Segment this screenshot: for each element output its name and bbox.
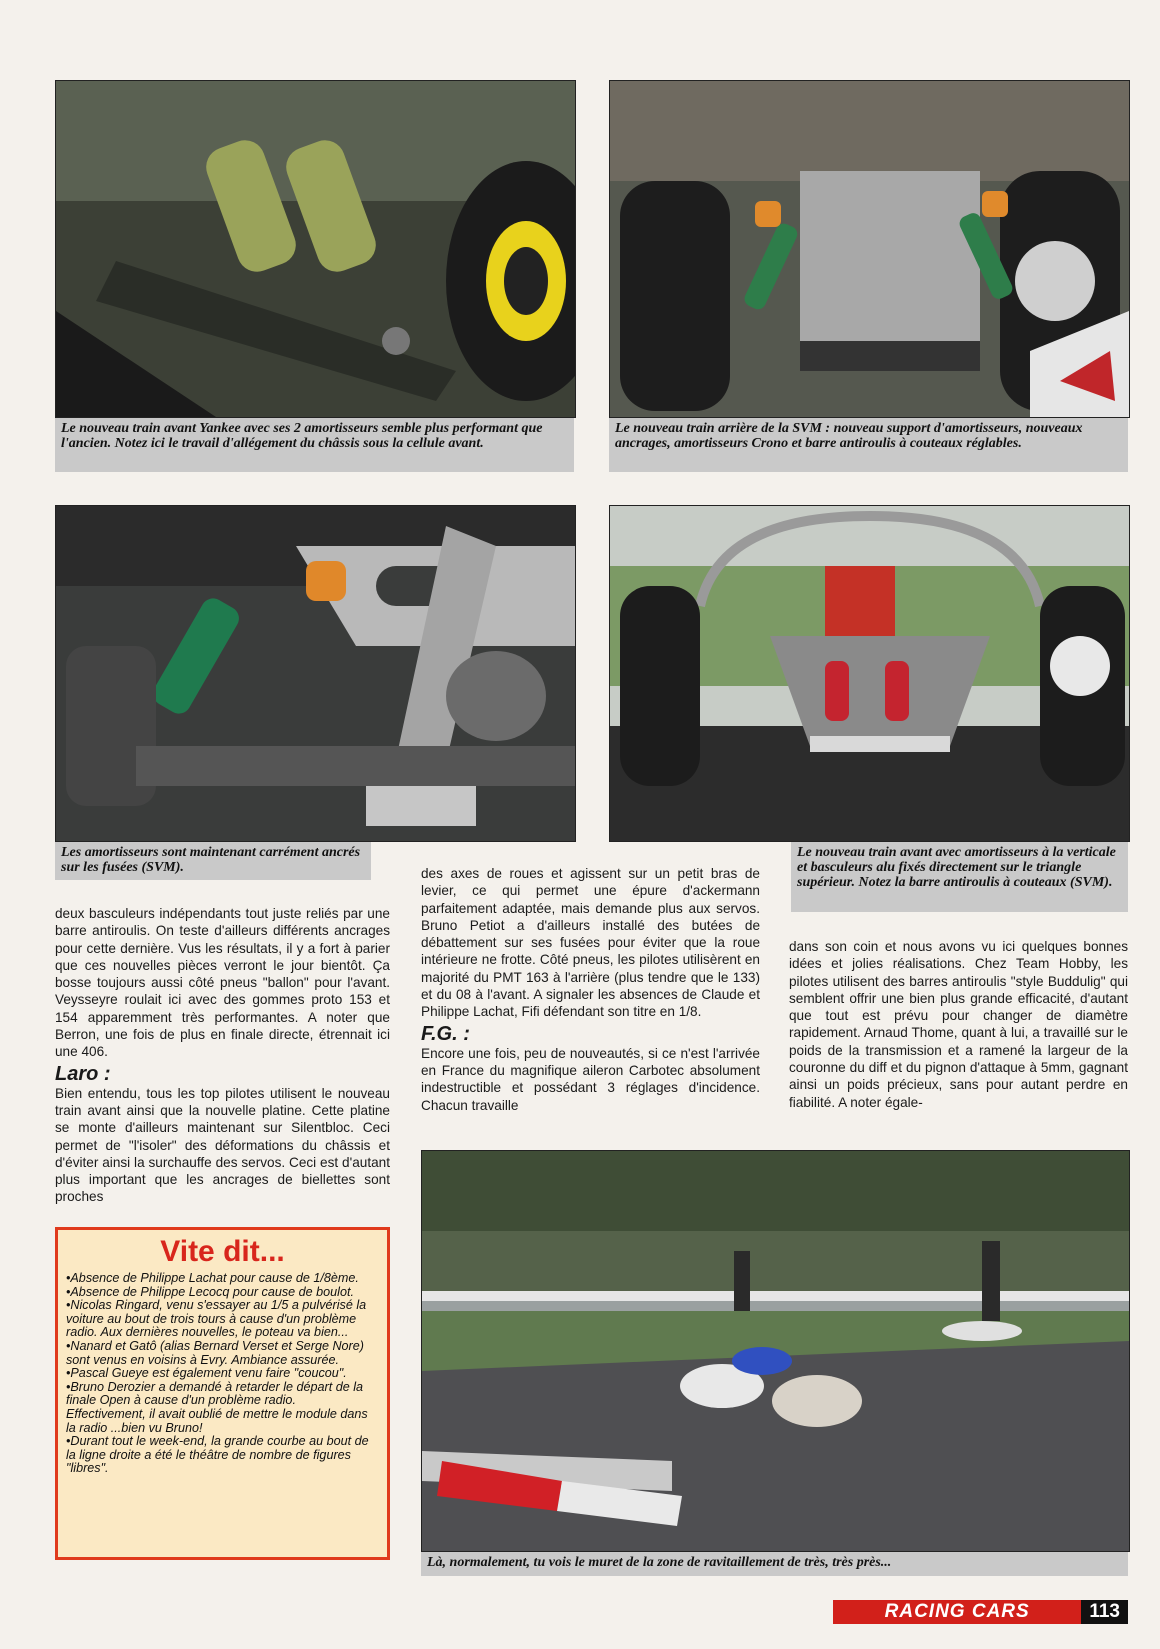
photo-vertical-shocks-front [609,505,1130,842]
article-paragraph: dans son coin et nous avons vu ici quelques bonnes idées et jolies réalisations. Chez Team Hobby, les pilotes utilisent des barres antiroulis "style Buddulig" qui semblent offrir une bien plus grande efficacité, d'autant que tout est prévu pour changer de diamètre rapidement. Arnaud Thome, quant à lui, a travaillé sur le poids de la transmission et a ramené la largeur de la couronne du diff et du pignon d'attaque à 5mm, gagnant ainsi un poids précieux, sans pour autant perdre en fiabilité. A noter égale- [789,939,1128,1110]
photo-caption: Là, normalement, tu vois le muret de la zone de ravitaillement de très, très près... [421,1552,1128,1576]
vite-dit-box [55,1227,390,1560]
photo-shocks-on-knuckles [55,505,576,842]
article-column-2 [421,865,760,1114]
section-heading-laro: Laro : [55,1062,111,1085]
vite-dit-title: Vite dit... [160,1235,285,1268]
photo-front-suspension-yankee [55,80,576,418]
page-footer [833,1600,1128,1624]
list-item: •Absence de Philippe Lecocq pour cause de boulot. [66,1284,354,1299]
list-item: •Nanard et Gatô (alias Bernard Verset et Serge Nore) sont venus en voisins à Evry. Ambiance assurée. [66,1338,364,1367]
photo-caption: Le nouveau train avant Yankee avec ses 2 amortisseurs semble plus performant que l'ancien. Notez ici le travail d'allégement du châssis sous la cellule avant. [55,418,574,472]
photo-track-cars-pit-wall [421,1150,1130,1552]
list-item: •Absence de Philippe Lachat pour cause de 1/8ème. [66,1271,359,1285]
photo-rear-suspension-svm [609,80,1130,418]
section-heading-fg: F.G. : [421,1022,470,1045]
article-column-3 [789,938,1128,1111]
list-item: •Durant tout le week-end, la grande courbe au bout de la ligne droite a été le théâtre de nombre de figures "libres". [66,1434,369,1476]
page-number: 113 [1081,1600,1128,1624]
list-item: •Pascal Gueye est également venu faire "coucou". [66,1366,347,1381]
article-paragraph: deux basculeurs indépendants tout juste reliés par une barre antiroulis. On teste d'ailleurs différents ancrages pour cette dernière. Vus les résultats, il y a fort à parier que ces nouvelles pièces verront le jour bientôt. Ça bosse toujours aussi côté pneus "ballon" pour l'avant. Veysseyre roulait ici avec des gommes proto 153 et 154 apparemment très performantes. A noter que Berron, une fois de plus en finale directe, étrennait ici une 406. [55,906,390,1060]
article-column-1 [55,905,390,1206]
vite-dit-list [66,1272,379,1476]
article-paragraph: Encore une fois, peu de nouveautés, si ce n'est l'arrivée en France du magnifique aileron Carbotec absolument indestructible et possédant 3 réglages d'incidence. Chacun travaille [421,1045,760,1113]
photo-caption: Le nouveau train arrière de la SVM : nouveau support d'amortisseurs, nouveaux ancrages, amortisseurs Crono et barre antiroulis à couteaux réglables. [609,418,1128,472]
list-item: •Bruno Derozier a demandé à retarder le départ de la finale Open à cause d'un problème radio. Effectivement, il avait oublié de mettre le module dans la radio ...bien vu Bruno! [66,1379,368,1435]
article-paragraph: des axes de roues et agissent sur un petit bras de levier, ce qui permet une épure d'ackermann parfaitement adaptée, mais demande plus aux servos. Bruno Petiot a d'ailleurs installé des butées de débattement sur ses fusées pour éviter que la roue intérieure ne frotte. Côté pneus, les pilotes utilisèrent en majorité du PMT 163 à l'arrière (plus tendre que le 133) et du 08 à l'avant. A signaler les absences de Claude et Philippe Lachat, Fifi défendant son titre en 1/8. [421,866,760,1020]
article-paragraph: Bien entendu, tous les top pilotes utilisent le nouveau train avant ainsi que la nouvelle platine. Cette platine se monte d'ailleurs maintenant sur Silentbloc. Ceci permet de "l'isoler" des déformations du châssis et d'éviter ainsi la surchauffe des servos. Ceci est d'autant plus important que les ancrages de biellettes sont proches [55,1085,390,1205]
list-item: •Nicolas Ringard, venu s'essayer au 1/5 a pulvérisé la voiture au bout de trois tours à cause d'un problème radio. Aux dernières nouvelles, le poteau va bien... [66,1298,367,1340]
photo-caption: Les amortisseurs sont maintenant carrément ancrés sur les fusées (SVM). [55,842,371,880]
magazine-brand: RACING CARS [833,1600,1081,1624]
photo-caption: Le nouveau train avant avec amortisseurs à la verticale et basculeurs alu fixés directement sur le triangle supérieur. Notez la barre antiroulis à couteaux (SVM). [791,842,1128,912]
